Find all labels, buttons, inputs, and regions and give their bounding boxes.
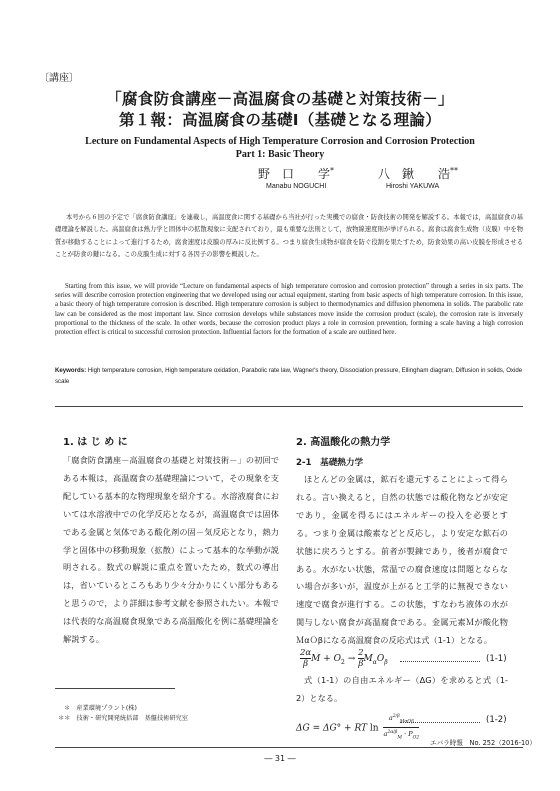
author-2-name: 八 鍬 浩** — [378, 166, 459, 181]
author-1-name: 野 口 学* — [258, 166, 335, 181]
section-2-body-1: ほとんどの金属は，鉱石を還元することによって得られる。言い換えると，自然の状態では酸化物などが安定であり，金属を得るにはエネルギーの投入を必要とする。つまり金属は酸素などと反応し，より安定な鉱石の状態に戻ろうとする。前者が製錬であり，後者が腐食である。水がない状態，常温での腐食速度は問題とならない場合が多いが，温度が上がると工学的に無視できない速度で腐食が進行する。この状態，すなわち液体の水が関与しない腐食が高温腐食である。金属元素Ｍが酸化物ＭαＯβになる高温腐食の反応式は式（1-1）となる。 — [296, 474, 508, 646]
subsection-2-1-heading: 2-1 基礎熱力学 — [296, 458, 364, 468]
equation-1-1-leader — [400, 661, 480, 662]
equation-1-2-number: (1-2) — [486, 715, 507, 725]
section-tag: 〔講座〕 — [39, 73, 79, 84]
title-line-1: 「腐食防食講座－高温腐食の基礎と対策技術－」 — [106, 90, 454, 108]
footer-divider — [55, 747, 523, 748]
page-number: ― 31 ― — [264, 754, 296, 763]
footnote-2: ＊＊ 技術・研究開発統括部 基盤技術研究室 — [58, 715, 188, 722]
abstract-en: Starting from this issue, we will provide “Lecture on fundamental aspects of high temperature corrosion and corrosion protection” through a series in six parts. The series will describe corrosion protection engineering that we developed using our actual equipment, starting from basic aspects of high temperature corrosion. In this issue, a basic theory of high temperature corrosion is described. High temperature corrosion is subject to thermodynamics and diffusion phenomena in solids. The parabolic rate law can be considered as the most important law. Since corrosion develops while substances move inside the corrosion product (scale), the corrosion rate is inversely proportional to the thickness of the scale. In other words, because the corrosion product plays a role in corrosion prevention, forming a scale having a high corrosion protection effect is critical to successful corrosion protection. Influential factors for the formation of a scale are outlined here. — [55, 283, 523, 337]
header-divider — [55, 406, 523, 407]
journal-info: エバラ時報 No. 252（2016-10） — [430, 739, 536, 747]
equation-1-1: $\frac{2\alpha}{\beta}$ $M + O_2$ → $\frac{2}{\beta}$ $M_\alpha O_\beta$ — [300, 648, 388, 669]
author-1-name-en: Manabu NOGUCHI — [266, 183, 327, 190]
title-en-line-1: Lecture on Fundamental Aspects of High Temperature Corrosion and Corrosion Protection — [85, 136, 475, 147]
equation-1-2-leader — [400, 722, 480, 723]
section-1-body: 「腐食防食講座－高温腐食の基礎と対策技術－」の初回である本報は，高温腐食の基礎理論について，その現象を支配している基本的な物理現象を紹介する。水溶液腐食においては水溶液中での化学反応となるが，高温腐食では固体である金属と気体である酸化剤の固－気反応となり，熱力学と固体中の移動現象（拡散）によって基本的な挙動が説明される。数式の解説に重点を置いたため，数式の導出は，省いているところもあり少々分かりにくい部分もあると思うので，より詳細は参考文献を参照されたい。本報では代表的な高温腐食現象である高温酸化を例に基礎理論を解説する。 — [63, 455, 279, 645]
author-2-name-en: Hiroshi YAKUWA — [386, 183, 440, 190]
equation-1-1-number: (1-1) — [486, 654, 507, 664]
section-2-heading: 2. 高温酸化の熱力学 — [296, 437, 391, 448]
equation-1-2: ΔG = ΔG° + RT ln $\frac{a^{2/\beta}_{M\alpha O\beta}}{a^{2\alpha/\beta}_M \cdot P_{O2}}$ — [296, 714, 420, 741]
keywords: Keywords: High temperature corrosion, High temperature oxidation, Parabolic rate law, Wagner's theory, Dissociation pressure, Ellingham diagram, Diffusion in solids, Oxide scale — [55, 367, 523, 385]
footnote-divider — [55, 688, 175, 689]
section-1-heading: 1. は じ め に — [63, 437, 128, 448]
section-2-body-2: 式（1-1）の自由エネルギー（ΔG）を求めると式（1-2）となる。 — [296, 675, 508, 703]
footnote-1: ＊ 産業環境プラント(株) — [64, 705, 137, 712]
title-line-2: 第１報：高温腐食の基礎Ⅰ（基礎となる理論） — [118, 111, 442, 129]
title-en-line-2: Part 1: Basic Theory — [235, 149, 325, 160]
abstract-jp: 本号から６回の予定で「腐食防食講座」を連載し，高温度食に関する基礎から当社が行った実機での腐食・防食技術の開発を解説する。本報では，高温腐食の基礎理論を解説した。高温腐食は熱力学と固体中の拡散現象に支配されており，最も重要な法則として，放物線速度則が挙げられる。腐食は腐食生成物（皮膜）中を物質が移動することによって進行するため，腐食速度は皮膜の厚みに反比例する。つまり腐食生成物が腐食を防ぐ役割を果たすため，防食効果の高い皮膜を形成させることが防食の鍵になる。この皮膜生成に対する各因子の影響を概説した。 — [55, 214, 523, 259]
